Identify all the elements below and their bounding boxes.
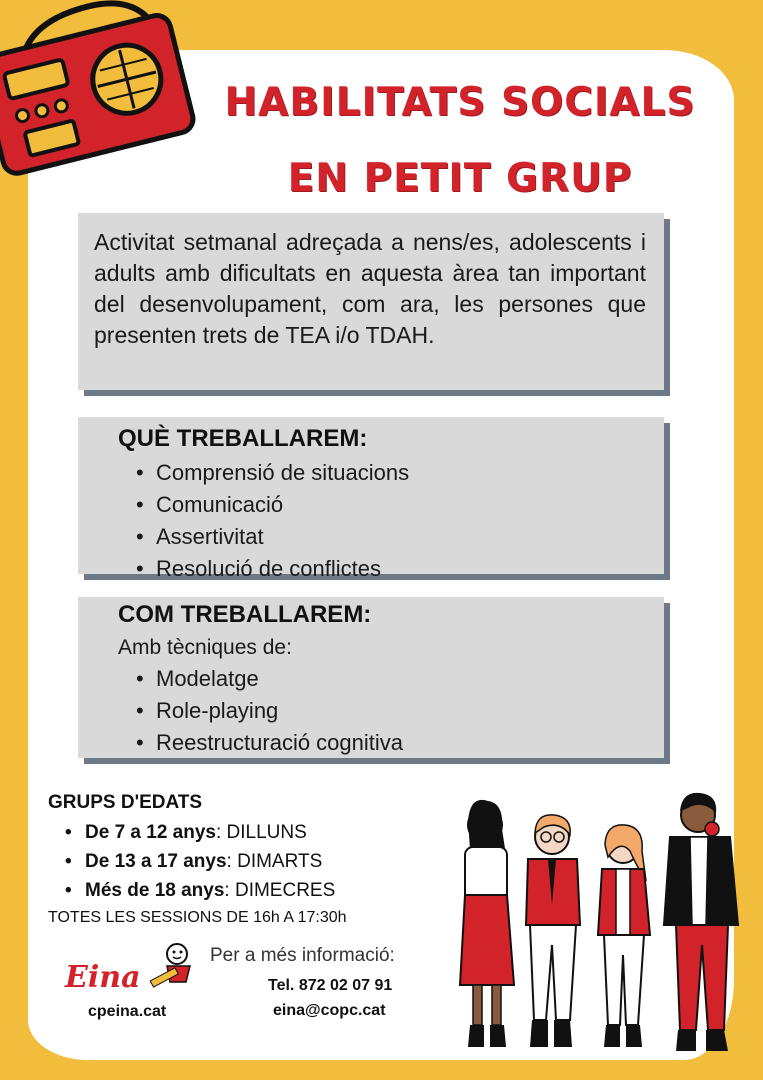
list-item: • Reestructuració cognitiva <box>118 727 664 759</box>
age-group-item <box>48 876 448 905</box>
title-line-1: HABILITATS SOCIALS <box>224 80 696 125</box>
age-range: De 13 a 17 anys <box>85 851 227 872</box>
title-line-2: EN PETIT GRUP <box>287 156 633 201</box>
list-item: • Role-playing <box>118 695 664 727</box>
list-item: • Comprensió de situacions <box>118 457 664 489</box>
what-list <box>118 457 664 585</box>
age-group-item <box>48 818 448 847</box>
age-groups-list <box>48 818 448 905</box>
age-group-item <box>48 847 448 876</box>
what-heading: QUÈ TREBALLAREM: <box>118 425 368 452</box>
how-subtitle: Amb tècniques de: <box>118 636 292 659</box>
age-groups <box>48 790 448 927</box>
list-item: • Modelatge <box>118 663 664 695</box>
info-label: Per a més informació: <box>210 945 395 966</box>
how-list <box>118 663 664 759</box>
age-day: : DILLUNS <box>215 822 307 843</box>
website-link[interactable]: cpeina.cat <box>88 1003 167 1020</box>
eina-logo-text: Eina <box>65 960 141 995</box>
intro-box <box>78 213 664 390</box>
how-box <box>78 597 664 758</box>
age-day: : DIMARTS <box>226 851 323 872</box>
list-item: • Comunicació <box>118 489 664 521</box>
list-item: • Assertivitat <box>118 521 664 553</box>
age-range: De 7 a 12 anys <box>85 822 216 843</box>
age-day: : DIMECRES <box>224 880 336 901</box>
intro-text: Activitat setmanal adreçada a nens/es, adolescents i adults amb dificultats en aquesta àrea tan important del desenvolupament, com ara, les persones que presenten trets de TEA i/o TDAH. <box>94 229 646 348</box>
email-link[interactable]: eina@copc.cat <box>273 1002 386 1019</box>
how-heading: COM TREBALLAREM: <box>118 601 372 628</box>
what-box <box>78 417 664 581</box>
age-range: Més de 18 anys <box>85 880 225 901</box>
people-illustration <box>440 785 740 1060</box>
sessions-schedule: TOTES LES SESSIONS DE 16h A 17:30h <box>48 909 347 926</box>
list-item: • Resolució de conflictes <box>118 553 664 585</box>
phone-number[interactable]: Tel. 872 02 07 91 <box>268 977 393 994</box>
age-groups-heading: GRUPS D'EDATS <box>48 792 203 813</box>
